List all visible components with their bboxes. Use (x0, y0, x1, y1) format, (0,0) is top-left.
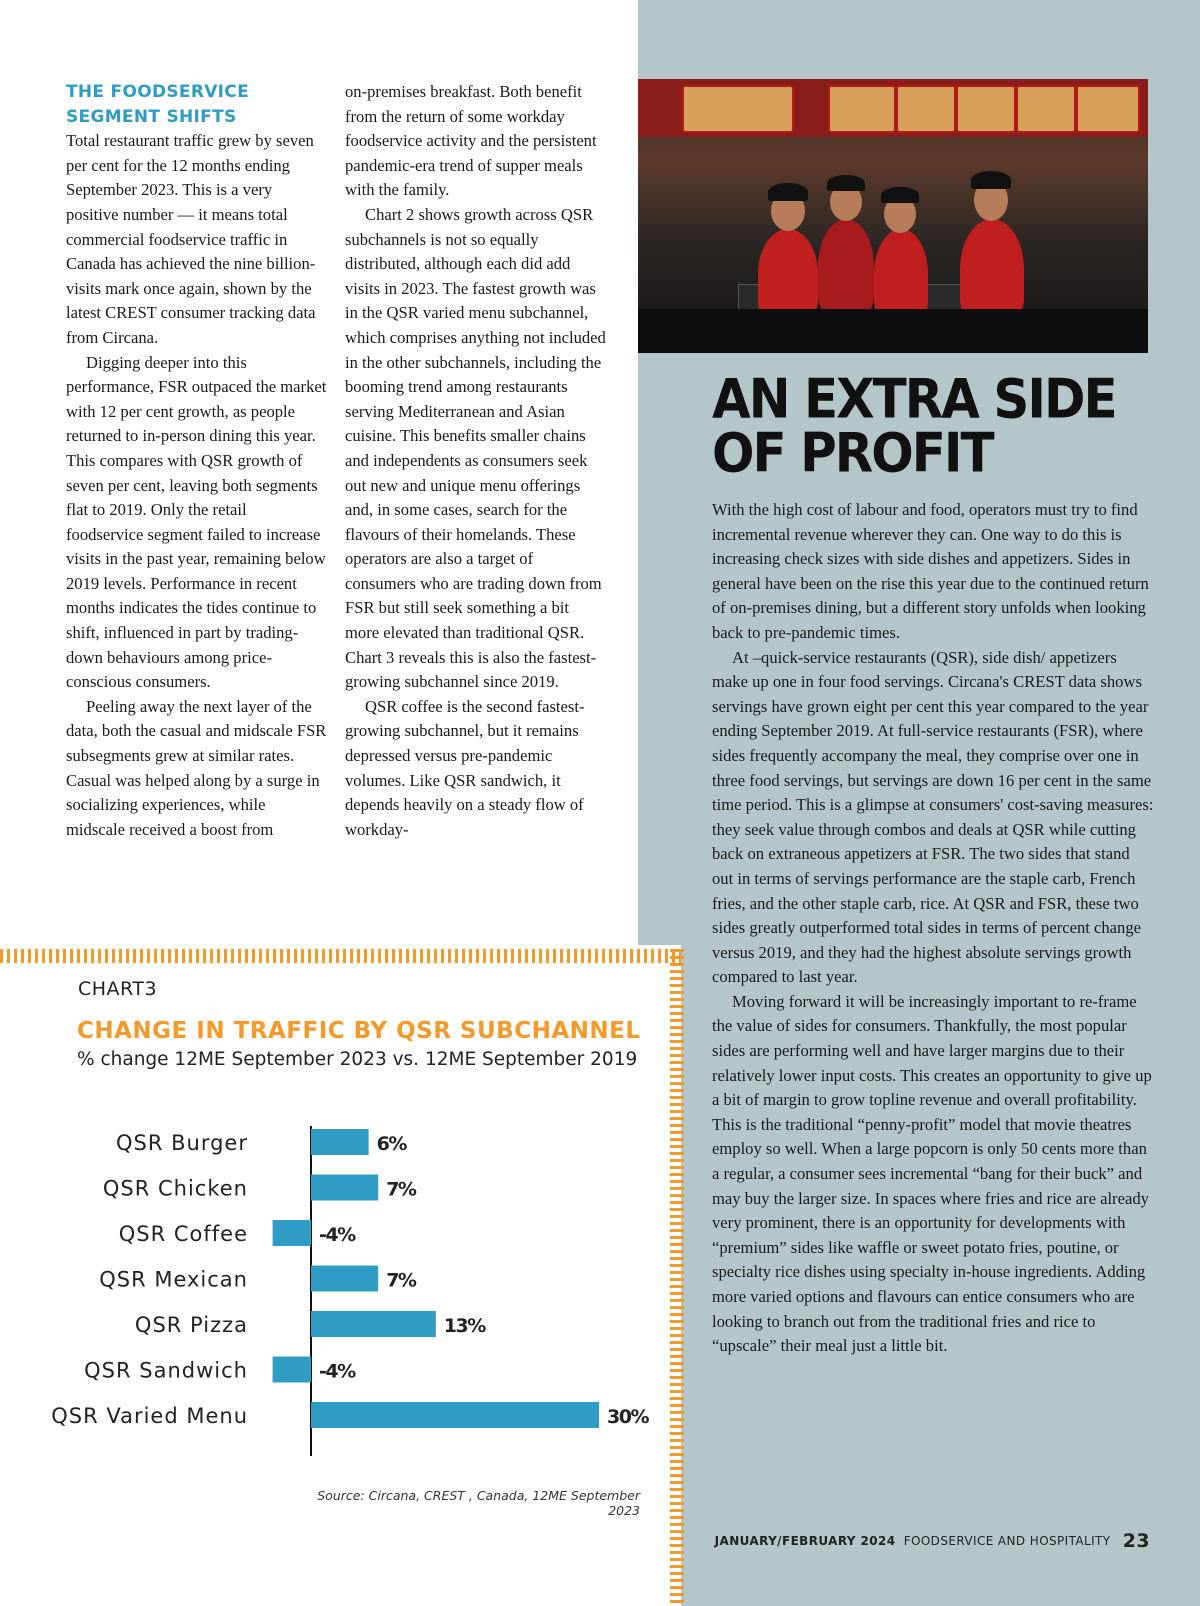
chart-dashed-border-right (670, 949, 684, 1606)
menu-board (638, 79, 1148, 137)
article-column-1 (66, 80, 328, 842)
bar (311, 1311, 436, 1337)
bar (273, 1220, 311, 1246)
category-label: QSR Pizza (134, 1313, 248, 1337)
bar (311, 1266, 378, 1292)
category-label: QSR Varied Menu (51, 1404, 248, 1428)
category-label: QSR Chicken (102, 1176, 248, 1201)
sidebar-body (712, 498, 1154, 1359)
footer-issue: JANUARY/FEBRUARY 2024 (714, 1534, 896, 1548)
body-paragraph: Peeling away the next layer of the data, both the casual and midscale FSR subsegments grew at similar rates. Casual was helped along by a surge in socializing experiences, while midscale received a boost from (66, 696, 327, 839)
chart-label: CHART3 (78, 978, 158, 1000)
restaurant-counter-photo (638, 79, 1148, 353)
value-label: 7% (386, 1178, 416, 1201)
footer-publication: FOODSERVICE AND HOSPITALITY (903, 1534, 1111, 1548)
chart-title: CHANGE IN TRAFFIC BY QSR SUBCHANNEL (77, 1018, 641, 1044)
page-number: 23 (1122, 1530, 1150, 1552)
chart-dashed-border-top (0, 949, 681, 963)
bar (311, 1402, 599, 1428)
section-heading: THE FOODSERVICE SEGMENT SHIFTS (66, 82, 249, 127)
article-column-2 (345, 80, 607, 842)
category-label: QSR Sandwich (84, 1358, 248, 1383)
bar (311, 1129, 369, 1155)
value-label: -4% (319, 1360, 355, 1383)
body-paragraph: Chart 2 shows growth across QSR subchannels is not so equally distributed, although each did add visits in 2023. The fastest growth was in the QSR varied menu subchannel, which comprises anything not included in the other subchannels, including the booming trend among restaurants serving Mediterranean and Asian cuisine. This benefits smaller chains and independents as consumers seek out new and unique menu offerings and, in some cases, search for the flavours of their homelands. These operators are also a target of consumers who are trading down from FSR but still seek something a bit more elevated than traditional QSR. Chart 3 reveals this is also the fastest-growing subchannel since 2019. (345, 204, 606, 692)
sidebar-headline: AN EXTRA SIDE OF PROFIT (712, 367, 1116, 485)
category-label: QSR Burger (116, 1131, 248, 1155)
value-label: 7% (386, 1269, 416, 1292)
sidebar-paragraph: Moving forward it will be increasingly important to re-frame the value of sides for consumers. Thankfully, the most popular sides are performing well and have larger margins due to their relatively lower input costs. This creates an opportunity to give up a bit of margin to grow topline revenue and overall profitability. This is the traditional “penny-profit” model that movie theatres employ so well. When a large popcorn is only 50 cents more than a regular, a consumer sees incremental “bang for their buck” and may buy the larger size. In spaces where fries and rice are already very prominent, there is an opportunity for developments with “premium” sides like waffle or sweet potato fries, poutine, or specialty rice dishes using specialty in-house ingredients. Adding more varied options and flavours can entice consumers who are looking to branch out from the traditional fries and rice to “upscale” their meal just a little bit. (712, 991, 1152, 1356)
chart-subtitle: % change 12ME September 2023 vs. 12ME September 2019 (77, 1049, 638, 1070)
value-label: 13% (443, 1315, 485, 1337)
body-paragraph: QSR coffee is the second fastest-growing subchannel, but it remains depressed versus pre-pandemic volumes. Like QSR sandwich, it depends heavily on a steady flow of workday- (345, 696, 585, 839)
bar (273, 1357, 311, 1383)
value-label: -4% (319, 1224, 355, 1246)
sidebar-paragraph: With the high cost of labour and food, operators must try to find incremental revenue wherever they can. One way to do this is increasing check sizes with side dishes and appetizers. Sides in general have been on the rise this year due to the continued return of on-premises dining, but a different story unfolds when looking back to pre-pandemic times. (712, 500, 1149, 642)
category-label: QSR Mexican (99, 1267, 248, 1292)
value-label: 6% (376, 1133, 406, 1155)
sidebar-paragraph: At –quick-service restaurants (QSR), side dish/ appetizers make up one in four food servings. Circana's CREST data shows servings have grown eight per cent this year compared to the year ending September 2019. At full-service restaurants (FSR), where sides frequently accompany the meal, they comprise over one in three food servings, but servings are down 16 per cent in the same time period. This is a glimpse at consumers' cost-saving measures: they seek value through combos and deals at QSR while cutting back on extraneous appetizers at FSR. The two sides that stand out in terms of servings performance are the staple carb, French fries, and the other staple carb, rice. At QSR and FSR, these two sides greatly outperformed total sides in terms of percent change versus 2019, and they had the highest absolute servings growth compared to last year. (712, 647, 1154, 987)
body-paragraph: Digging deeper into this performance, FSR outpaced the market with 12 per cent growth, as people returned to in-person dining this year. This compares with QSR growth of seven per cent, leaving both segments flat to 2019. Only the retail foodservice segment failed to increase visits in the past year, remaining below 2019 levels. Performance in recent months indicates the tides continue to shift, influenced in part by trading-down behaviours among price-conscious consumers. (66, 352, 327, 692)
value-label: 30% (607, 1406, 648, 1428)
category-label: QSR Coffee (118, 1222, 248, 1246)
bar (311, 1175, 378, 1201)
chart-source: Source: Circana, CREST , Canada, 12ME September 2023 (317, 1488, 640, 1518)
body-paragraph: on-premises breakfast. Both benefit from the return of some workday foodservice activity and the persistent pandemic-era trend of supper meals with the family. (345, 82, 597, 200)
body-paragraph: Total restaurant traffic grew by seven per cent for the 12 months ending September 2023. This is a very positive number — it means total commercial foodservice traffic in Canada has achieved the nine billion-visits mark once again, shown by the latest CREST consumer tracking data from Circana. (66, 131, 316, 347)
bar-chart (0, 1110, 670, 1470)
page-footer (715, 1530, 1150, 1552)
